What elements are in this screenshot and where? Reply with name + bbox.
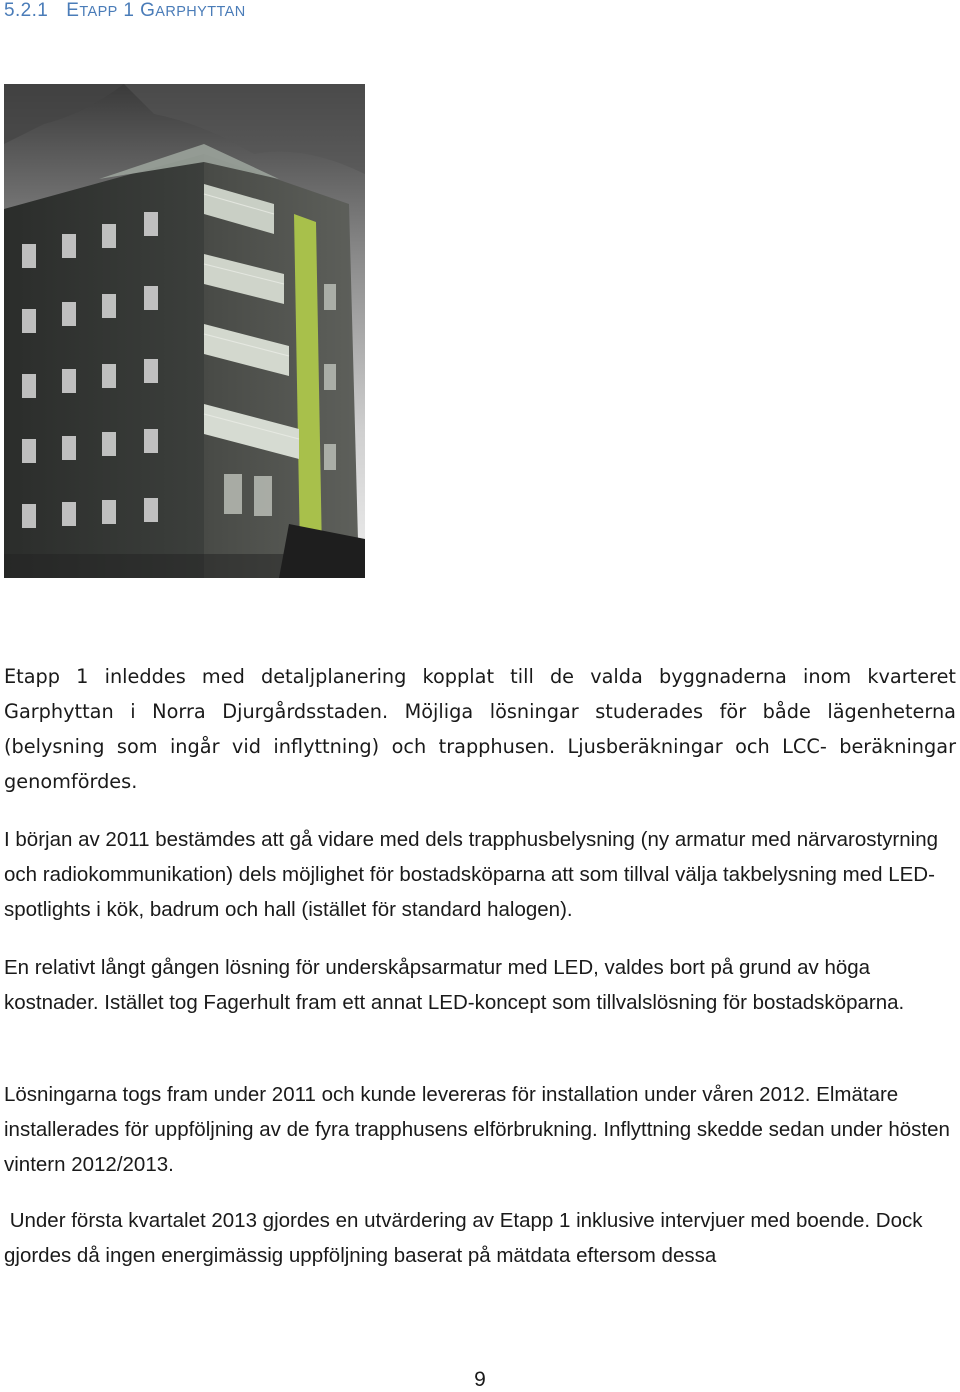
paragraph-etapp-1-planning: Etapp 1 inleddes med detaljplanering kopplat till de valda byggnaderna inom kvarteret Garphyttan i Norra Djurgårdsstaden. Möjliga lösningar studerades för både lägenheterna (belysning som ingår vid inflyttning) och trapphusen. Ljusberäkningar och LCC- beräkningar genomfördes. bbox=[4, 665, 956, 793]
section-title-part: E bbox=[66, 0, 80, 21]
paragraph-led-under-cabinet: En relativt långt gången lösning för underskåpsarmatur med LED, valdes bort på grund av höga kostnader. Istället tog Fagerhult fram ett annat LED-koncept som tillvalslösning för bostadsköparna. bbox=[4, 956, 905, 1014]
section-number: 5.2.1 bbox=[4, 0, 49, 21]
section-heading bbox=[4, 0, 246, 22]
building-photo bbox=[4, 84, 365, 578]
page-number: 9 bbox=[474, 1368, 486, 1391]
paragraph-delivery-2012: Lösningarna togs fram under 2011 och kunde levereras för installation under våren 2012. Elmätare installerades för uppföljning av de fyra trapphusens elförbrukning. Inflyttning skedde sedan under hösten vintern 2012/2013. bbox=[4, 1083, 950, 1176]
section-title-part: ARPHYTTAN bbox=[155, 4, 246, 20]
section-title-part: TAPP bbox=[79, 4, 118, 20]
section-title bbox=[66, 0, 245, 21]
paragraph-decision-2011: I början av 2011 bestämdes att gå vidare med dels trapphusbelysning (ny armatur med närvarostyrning och radiokommunikation) dels möjlighet för bostadsköparna att som tillval välja takbelysning med LED-spotlights i kök, badrum och hall (istället för standard halogen). bbox=[4, 828, 939, 921]
paragraph-evaluation-2013: Under första kvartalet 2013 gjordes en utvärdering av Etapp 1 inklusive intervjuer med boende. Dock gjordes då ingen energimässig uppföljning baserat på mätdata eftersom dessa bbox=[4, 1209, 929, 1267]
section-title-part: G bbox=[140, 0, 156, 21]
section-title-part: 1 bbox=[117, 0, 141, 21]
